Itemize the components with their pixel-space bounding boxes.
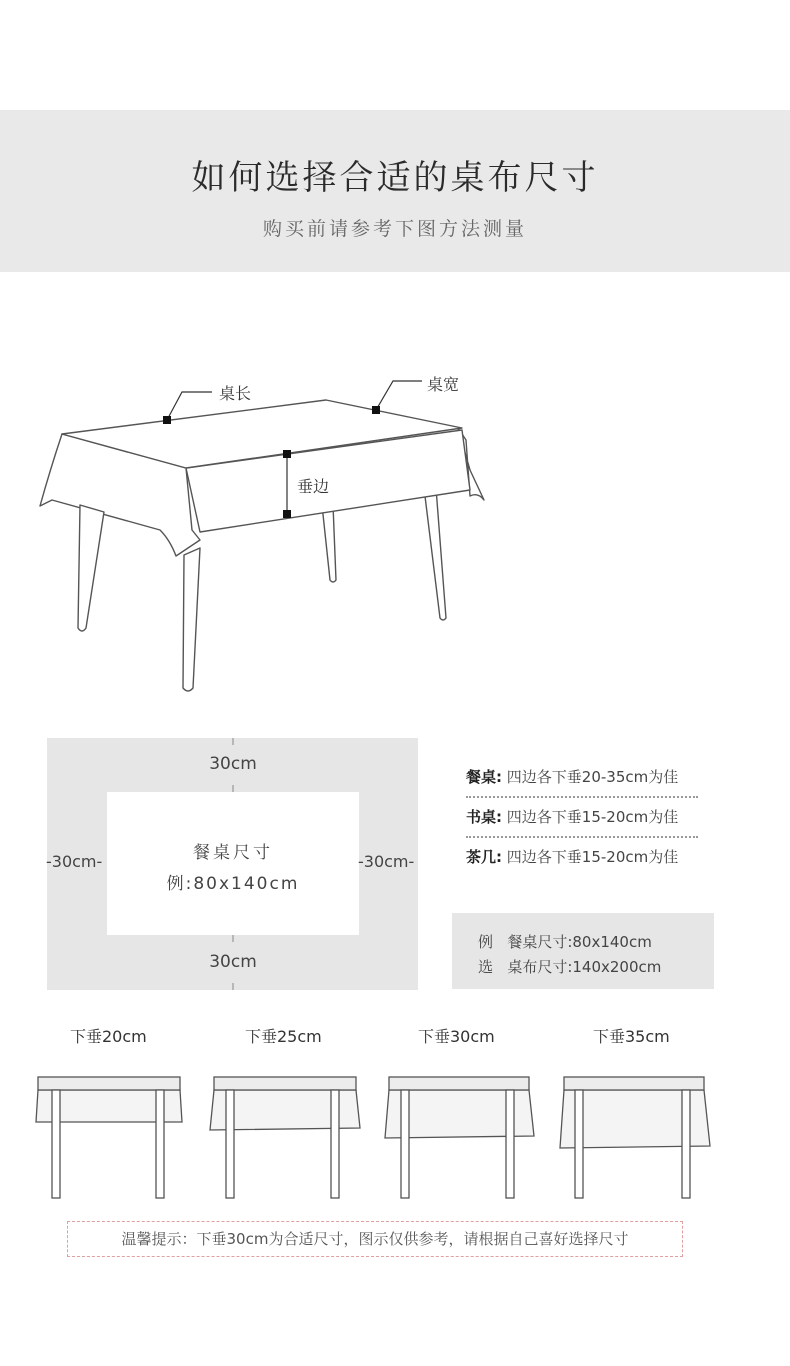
recommendation-name: 书桌: <box>466 808 502 826</box>
top-margin-label: 30cm <box>209 754 257 774</box>
recommendation-text: 四边各下垂15-20cm为佳 <box>506 808 679 826</box>
recommendation-name: 茶几: <box>466 848 502 866</box>
recommendation-text: 四边各下垂20-35cm为佳 <box>506 768 679 786</box>
tip-note: 温馨提示：下垂30cm为合适尺寸，图示仅供参考，请根据自己喜好选择尺寸 <box>67 1221 683 1257</box>
center-title: 餐桌尺寸 <box>193 843 273 863</box>
example-prefix: 选 <box>478 958 494 976</box>
recommendation-name: 餐桌: <box>466 768 502 786</box>
drop-illustration-20 <box>36 1077 182 1198</box>
bottom-margin-label: 30cm <box>209 952 257 972</box>
example-prefix: 例 <box>478 933 494 951</box>
example-text: 餐桌尺寸:80x140cm <box>507 933 652 951</box>
drop-option-label: 下垂30cm <box>418 1027 495 1046</box>
drop-illustration-30 <box>385 1077 534 1198</box>
left-margin-label: -30cm- <box>46 852 103 871</box>
length-label: 桌长 <box>219 384 252 403</box>
drop-illustration-35 <box>560 1077 710 1198</box>
drop-option-label: 下垂20cm <box>70 1027 147 1046</box>
drop-label: 垂边 <box>297 477 330 496</box>
drop-option-label: 下垂35cm <box>593 1027 670 1046</box>
page-title: 如何选择合适的桌布尺寸 <box>191 158 599 198</box>
example-text: 桌布尺寸:140x200cm <box>507 958 662 976</box>
drop-option-label: 下垂25cm <box>245 1027 322 1046</box>
width-label: 桌宽 <box>427 375 460 394</box>
right-margin-label: -30cm- <box>358 852 415 871</box>
center-example: 例:80x140cm <box>166 874 300 894</box>
recommendation-text: 四边各下垂15-20cm为佳 <box>506 848 679 866</box>
page-subtitle: 购买前请参考下图方法测量 <box>262 218 527 240</box>
drop-illustration-25 <box>210 1077 360 1198</box>
